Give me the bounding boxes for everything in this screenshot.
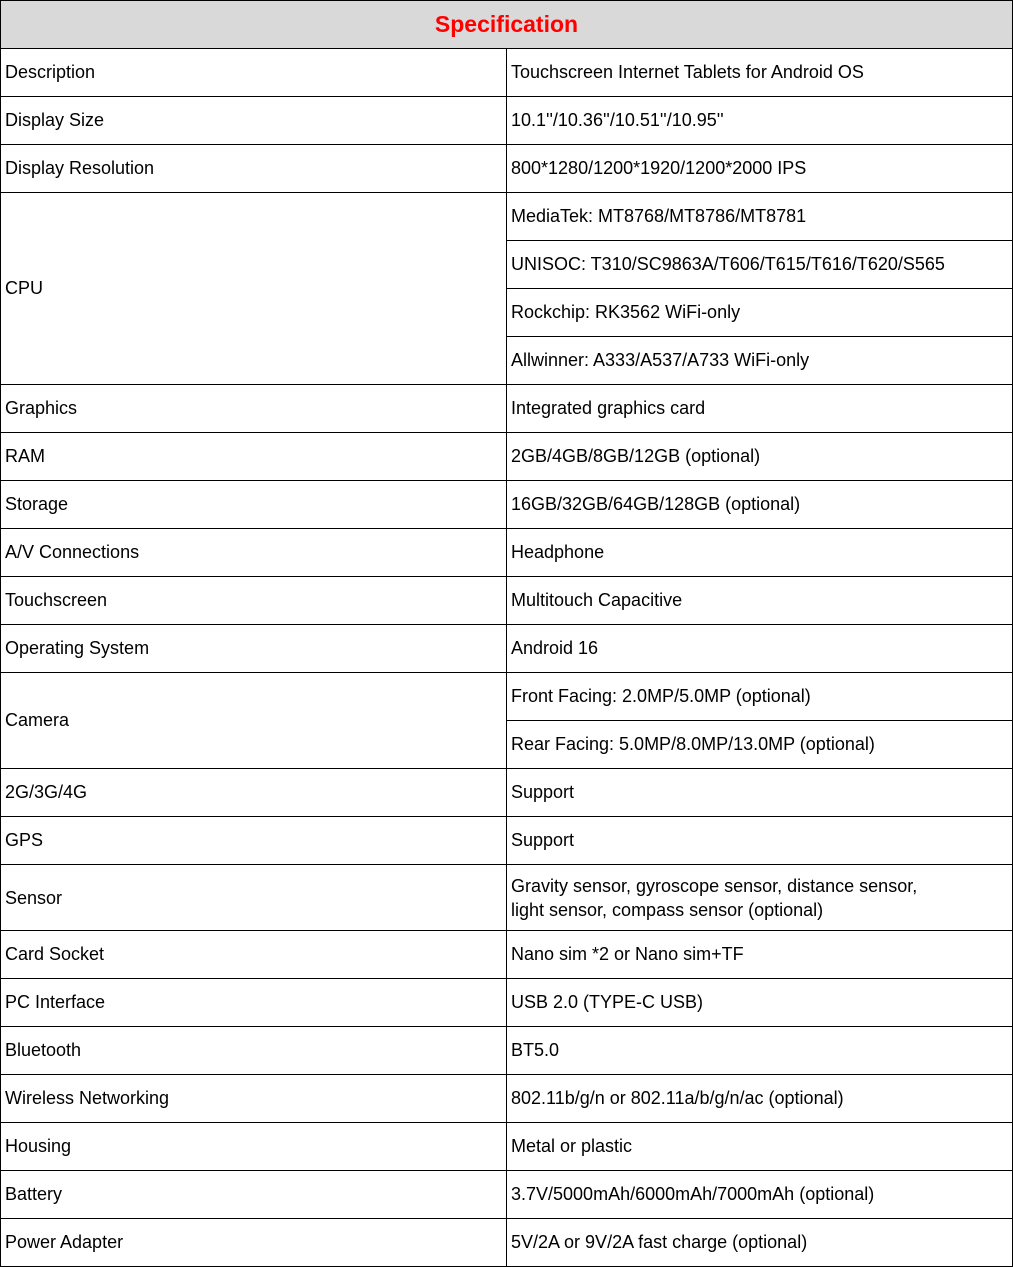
table-row [1, 529, 1013, 577]
row-label: 2G/3G/4G [1, 769, 507, 817]
row-label: Battery [1, 1171, 507, 1219]
row-label: RAM [1, 433, 507, 481]
table-title: Specification [1, 1, 1013, 49]
table-header-row [1, 1, 1013, 49]
row-value: Headphone [507, 529, 1013, 577]
row-value: MediaTek: MT8768/MT8786/MT8781 [507, 193, 1013, 241]
row-value: Support [507, 769, 1013, 817]
row-value: 10.1''/10.36''/10.51''/10.95'' [507, 97, 1013, 145]
row-label: Description [1, 49, 507, 97]
table-row [1, 769, 1013, 817]
row-label: A/V Connections [1, 529, 507, 577]
row-value: Nano sim *2 or Nano sim+TF [507, 931, 1013, 979]
row-label: Bluetooth [1, 1027, 507, 1075]
table-row [1, 979, 1013, 1027]
row-label: Graphics [1, 385, 507, 433]
table-row [1, 673, 1013, 721]
row-label: Sensor [1, 865, 507, 931]
row-value: 802.11b/g/n or 802.11a/b/g/n/ac (optional) [507, 1075, 1013, 1123]
row-label: Power Adapter [1, 1219, 507, 1267]
row-label: Housing [1, 1123, 507, 1171]
row-label: Operating System [1, 625, 507, 673]
row-value: Touchscreen Internet Tablets for Android OS [507, 49, 1013, 97]
row-value: Front Facing: 2.0MP/5.0MP (optional) [507, 673, 1013, 721]
table-row [1, 1123, 1013, 1171]
table-row [1, 385, 1013, 433]
table-row [1, 577, 1013, 625]
row-value: Integrated graphics card [507, 385, 1013, 433]
row-value: USB 2.0 (TYPE-C USB) [507, 979, 1013, 1027]
row-value: 3.7V/5000mAh/6000mAh/7000mAh (optional) [507, 1171, 1013, 1219]
table-row [1, 817, 1013, 865]
row-value: Support [507, 817, 1013, 865]
table-row [1, 1027, 1013, 1075]
row-label: Storage [1, 481, 507, 529]
row-value: 16GB/32GB/64GB/128GB (optional) [507, 481, 1013, 529]
row-label: PC Interface [1, 979, 507, 1027]
row-value [507, 865, 1013, 931]
table-body [1, 49, 1013, 1267]
table-row [1, 1219, 1013, 1267]
row-value-line: Gravity sensor, gyroscope sensor, distance sensor, [511, 875, 918, 896]
row-value: Rear Facing: 5.0MP/8.0MP/13.0MP (optional) [507, 721, 1013, 769]
table-row [1, 97, 1013, 145]
row-label: Display Size [1, 97, 507, 145]
row-label: Camera [1, 673, 507, 769]
row-value-line: light sensor, compass sensor (optional) [511, 899, 824, 920]
row-value: Android 16 [507, 625, 1013, 673]
table-row [1, 865, 1013, 931]
table-row [1, 433, 1013, 481]
row-value: Multitouch Capacitive [507, 577, 1013, 625]
row-label: GPS [1, 817, 507, 865]
row-value: BT5.0 [507, 1027, 1013, 1075]
table-row [1, 193, 1013, 241]
table-row [1, 145, 1013, 193]
row-value: Rockchip: RK3562 WiFi-only [507, 289, 1013, 337]
table-row [1, 1075, 1013, 1123]
table-row [1, 625, 1013, 673]
row-label: Display Resolution [1, 145, 507, 193]
row-value: Metal or plastic [507, 1123, 1013, 1171]
row-value: 800*1280/1200*1920/1200*2000 IPS [507, 145, 1013, 193]
table-row [1, 481, 1013, 529]
row-value: UNISOC: T310/SC9863A/T606/T615/T616/T620/S565 [507, 241, 1013, 289]
row-label: Wireless Networking [1, 1075, 507, 1123]
row-label: Touchscreen [1, 577, 507, 625]
row-value: 2GB/4GB/8GB/12GB (optional) [507, 433, 1013, 481]
row-value: Allwinner: A333/A537/A733 WiFi-only [507, 337, 1013, 385]
table-row [1, 931, 1013, 979]
table-row [1, 1171, 1013, 1219]
row-label: Card Socket [1, 931, 507, 979]
row-label: CPU [1, 193, 507, 385]
table-row [1, 49, 1013, 97]
row-value: 5V/2A or 9V/2A fast charge (optional) [507, 1219, 1013, 1267]
